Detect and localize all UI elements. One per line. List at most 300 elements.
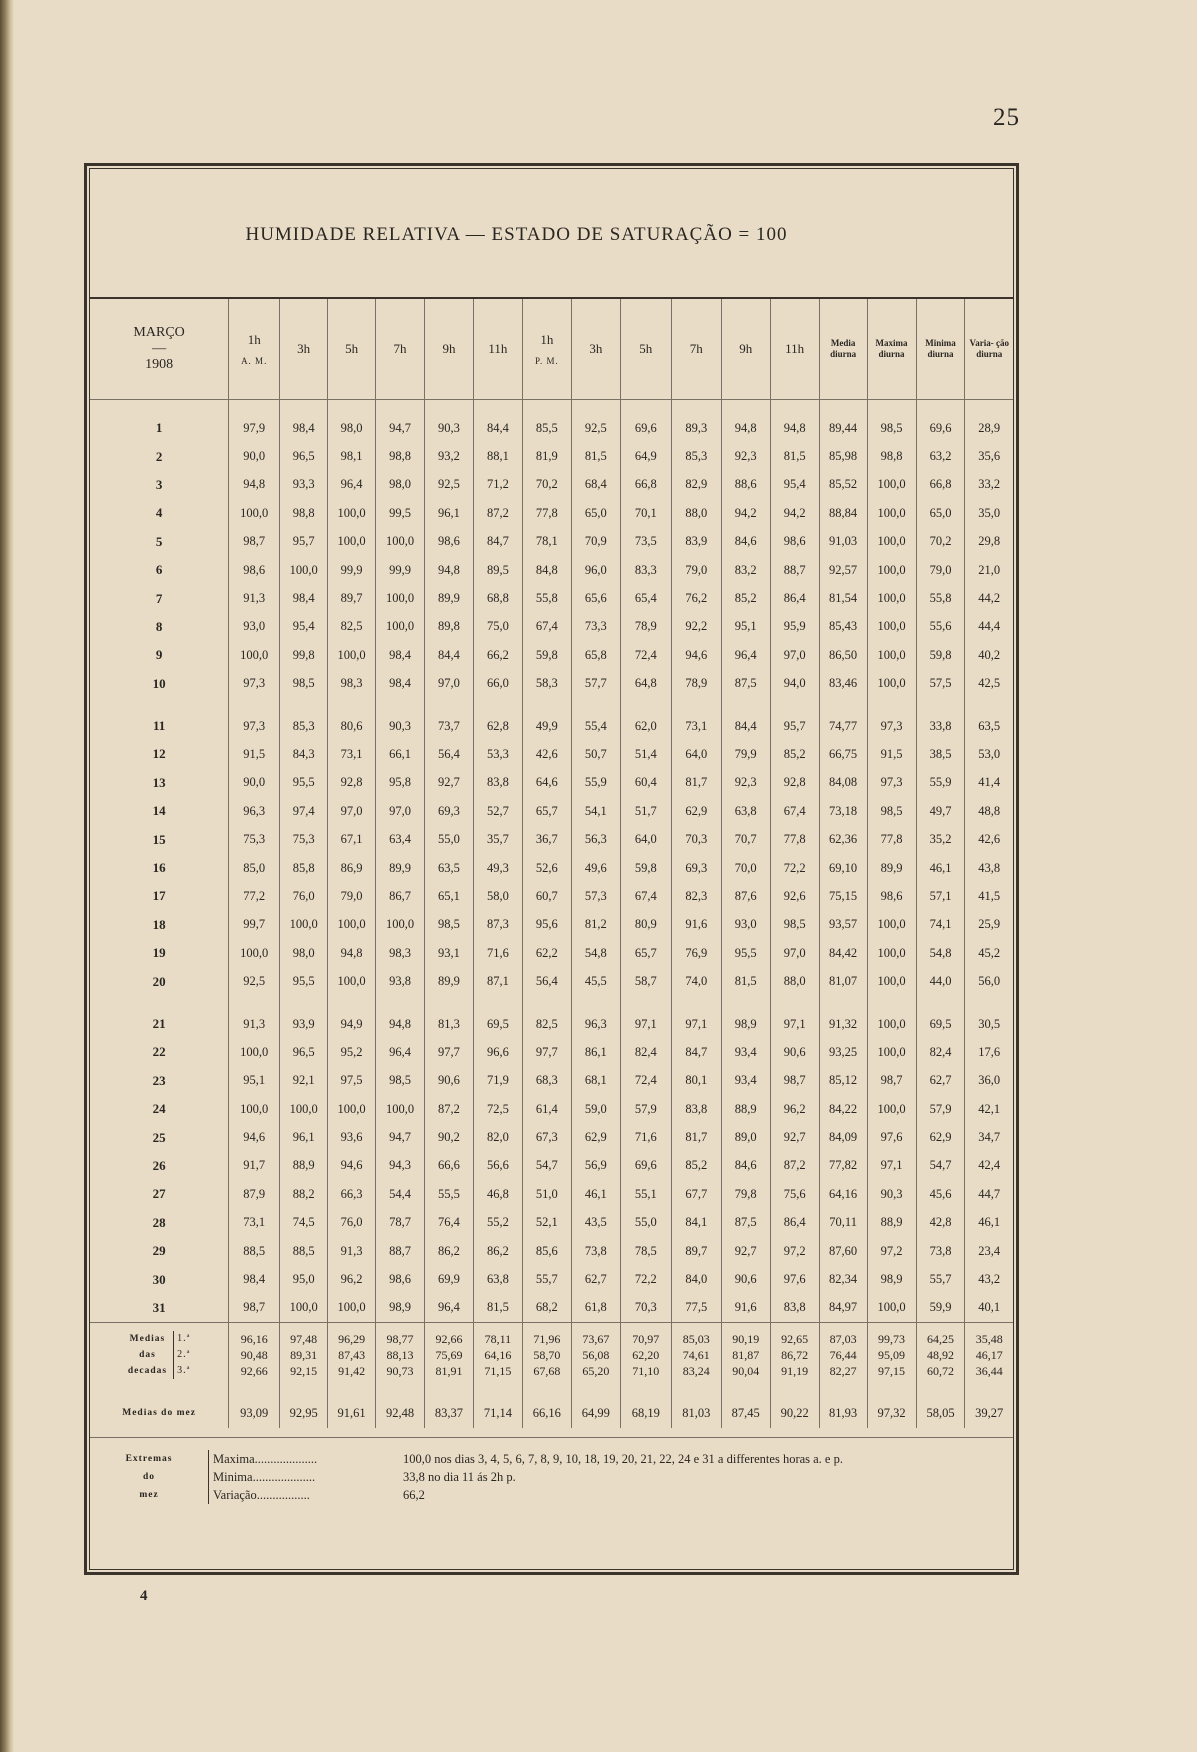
value-cell: 43,2 — [965, 1265, 1013, 1293]
value-cell: 55,0 — [424, 825, 473, 853]
value-cell: 96,5 — [280, 442, 328, 470]
medias-mez-cell: 66,16 — [522, 1385, 571, 1427]
decada-mark: 2.ª — [177, 1349, 191, 1361]
value-cell: 57,5 — [916, 670, 965, 698]
table-row — [90, 1067, 1013, 1095]
decada-value: 90,04 — [732, 1364, 760, 1379]
value-cell: 66,8 — [916, 471, 965, 499]
medias-mez-cell: 71,14 — [473, 1385, 522, 1427]
decadas-cell — [229, 1323, 280, 1386]
value-cell: 97,6 — [770, 1265, 819, 1293]
medias-mez-row — [90, 1385, 1013, 1427]
value-cell: 98,8 — [867, 442, 916, 470]
value-cell: 69,5 — [473, 996, 522, 1038]
day-cell: 7 — [155, 590, 163, 606]
extremas-row — [90, 1468, 1013, 1486]
value-cell: 88,1 — [473, 442, 522, 470]
value-cell: 90,3 — [376, 698, 425, 740]
decada-value: 95,09 — [878, 1348, 906, 1363]
day-cell: 2 — [155, 448, 163, 464]
value-cell: 100,0 — [328, 499, 376, 527]
decada-value: 91,42 — [338, 1364, 366, 1379]
value-cell: 94,2 — [770, 499, 819, 527]
value-cell: 35,0 — [965, 499, 1013, 527]
value-cell: 98,4 — [376, 641, 425, 669]
value-cell: 88,84 — [819, 499, 867, 527]
value-cell: 55,2 — [473, 1209, 522, 1237]
value-cell: 46,8 — [473, 1180, 522, 1208]
value-cell: 81,2 — [571, 911, 620, 939]
value-cell: 73,7 — [424, 698, 473, 740]
value-cell: 33,2 — [965, 471, 1013, 499]
value-cell: 54,4 — [376, 1180, 425, 1208]
value-cell: 100,0 — [229, 1038, 280, 1066]
value-cell: 84,97 — [819, 1294, 867, 1323]
medias-mez-cell: 87,45 — [721, 1385, 770, 1427]
day-cell: 11 — [152, 718, 166, 734]
day-cell: 3 — [155, 476, 163, 492]
value-cell: 64,9 — [620, 442, 671, 470]
table-row — [90, 698, 1013, 740]
value-cell: 94,6 — [229, 1123, 280, 1151]
value-cell: 73,1 — [229, 1209, 280, 1237]
hour-header: 11h — [770, 299, 819, 400]
value-cell: 76,9 — [671, 939, 721, 967]
value-cell: 51,4 — [620, 740, 671, 768]
value-cell: 89,9 — [424, 584, 473, 612]
value-cell: 100,0 — [867, 613, 916, 641]
value-cell: 95,1 — [229, 1067, 280, 1095]
value-cell: 94,8 — [770, 400, 819, 443]
decadas-label-line: decadas — [127, 1366, 168, 1377]
value-cell: 81,7 — [671, 769, 721, 797]
value-cell: 91,5 — [229, 740, 280, 768]
value-cell: 62,7 — [571, 1265, 620, 1293]
value-cell: 94,2 — [721, 499, 770, 527]
value-cell: 62,36 — [819, 825, 867, 853]
value-cell: 55,1 — [620, 1180, 671, 1208]
value-cell: 98,5 — [867, 797, 916, 825]
value-cell: 53,3 — [473, 740, 522, 768]
value-cell: 95,7 — [770, 698, 819, 740]
value-cell: 59,8 — [522, 641, 571, 669]
value-cell: 88,9 — [721, 1095, 770, 1123]
value-cell: 97,3 — [867, 698, 916, 740]
value-cell: 100,0 — [229, 1095, 280, 1123]
value-cell: 57,1 — [916, 882, 965, 910]
value-cell: 36,0 — [965, 1067, 1013, 1095]
value-cell: 96,3 — [571, 996, 620, 1038]
value-cell: 95,8 — [376, 769, 425, 797]
value-cell: 76,2 — [671, 584, 721, 612]
value-cell: 93,57 — [819, 911, 867, 939]
value-cell: 51,0 — [522, 1180, 571, 1208]
decada-value: 88,13 — [386, 1348, 414, 1363]
value-cell: 43,8 — [965, 854, 1013, 882]
value-cell: 96,4 — [424, 1294, 473, 1323]
value-cell: 40,1 — [965, 1294, 1013, 1323]
value-cell: 96,6 — [473, 1038, 522, 1066]
value-cell: 79,0 — [328, 882, 376, 910]
value-cell: 55,4 — [571, 698, 620, 740]
value-cell: 75,3 — [280, 825, 328, 853]
value-cell: 94,3 — [376, 1152, 425, 1180]
value-cell: 57,9 — [620, 1095, 671, 1123]
value-cell: 98,6 — [867, 882, 916, 910]
value-cell: 72,4 — [620, 641, 671, 669]
value-cell: 99,7 — [229, 911, 280, 939]
value-cell: 56,4 — [522, 967, 571, 995]
value-cell: 87,5 — [721, 670, 770, 698]
decada-value: 71,10 — [632, 1364, 660, 1379]
value-cell: 49,3 — [473, 854, 522, 882]
value-cell: 35,7 — [473, 825, 522, 853]
day-cell: 26 — [152, 1157, 166, 1173]
table-row — [90, 471, 1013, 499]
decada-value: 92,66 — [435, 1332, 463, 1347]
value-cell: 73,18 — [819, 797, 867, 825]
value-cell: 77,8 — [867, 825, 916, 853]
value-cell: 58,3 — [522, 670, 571, 698]
value-cell: 94,8 — [721, 400, 770, 443]
value-cell: 42,8 — [916, 1209, 965, 1237]
value-cell: 63,5 — [424, 854, 473, 882]
value-cell: 72,5 — [473, 1095, 522, 1123]
decadas-cell — [965, 1323, 1013, 1386]
value-cell: 100,0 — [376, 613, 425, 641]
value-cell: 83,8 — [770, 1294, 819, 1323]
decada-value: 67,68 — [533, 1364, 561, 1379]
value-cell: 70,7 — [721, 825, 770, 853]
extremas-label: do — [142, 1472, 156, 1482]
value-cell: 92,7 — [721, 1237, 770, 1265]
hour-header: 3h — [280, 299, 328, 400]
value-cell: 81,5 — [770, 442, 819, 470]
value-cell: 42,5 — [965, 670, 1013, 698]
value-cell: 98,5 — [376, 1067, 425, 1095]
value-cell: 57,9 — [916, 1095, 965, 1123]
value-cell: 85,6 — [522, 1237, 571, 1265]
day-cell: 24 — [152, 1101, 166, 1117]
decadas-label — [90, 1323, 229, 1386]
value-cell: 93,9 — [280, 996, 328, 1038]
decadas-cell — [328, 1323, 376, 1386]
value-cell: 91,32 — [819, 996, 867, 1038]
day-cell: 14 — [152, 803, 166, 819]
value-cell: 41,4 — [965, 769, 1013, 797]
value-cell: 91,7 — [229, 1152, 280, 1180]
value-cell: 17,6 — [965, 1038, 1013, 1066]
decada-value: 82,27 — [829, 1364, 857, 1379]
value-cell: 91,6 — [721, 1294, 770, 1323]
decada-value: 90,19 — [732, 1332, 760, 1347]
table-row — [90, 1209, 1013, 1237]
value-cell: 90,3 — [424, 400, 473, 443]
day-cell: 17 — [152, 888, 166, 904]
value-cell: 100,0 — [867, 584, 916, 612]
value-cell: 92,8 — [770, 769, 819, 797]
day-cell: 20 — [152, 973, 166, 989]
value-cell: 56,4 — [424, 740, 473, 768]
value-cell: 89,9 — [376, 854, 425, 882]
value-cell: 92,5 — [424, 471, 473, 499]
value-cell: 93,8 — [376, 967, 425, 995]
value-cell: 54,8 — [916, 939, 965, 967]
decadas-cell — [376, 1323, 425, 1386]
value-cell: 63,8 — [721, 797, 770, 825]
value-cell: 80,9 — [620, 911, 671, 939]
decadas-cell — [280, 1323, 328, 1386]
value-cell: 100,0 — [229, 641, 280, 669]
value-cell: 90,6 — [721, 1265, 770, 1293]
value-cell: 67,3 — [522, 1123, 571, 1151]
value-cell: 55,5 — [424, 1180, 473, 1208]
value-cell: 89,44 — [819, 400, 867, 443]
value-cell: 33,8 — [916, 698, 965, 740]
value-cell: 25,9 — [965, 911, 1013, 939]
value-cell: 46,1 — [571, 1180, 620, 1208]
decadas-cell — [916, 1323, 965, 1386]
day-cell: 6 — [155, 562, 163, 578]
value-cell: 68,2 — [522, 1294, 571, 1323]
value-cell: 82,5 — [522, 996, 571, 1038]
value-cell: 92,3 — [721, 769, 770, 797]
value-cell: 66,75 — [819, 740, 867, 768]
table-row — [90, 939, 1013, 967]
day-cell: 4 — [155, 505, 163, 521]
value-cell: 84,22 — [819, 1095, 867, 1123]
value-cell: 98,0 — [280, 939, 328, 967]
value-cell: 98,6 — [770, 528, 819, 556]
value-cell: 91,6 — [671, 911, 721, 939]
value-cell: 64,6 — [522, 769, 571, 797]
value-cell: 88,6 — [721, 471, 770, 499]
decadas-cell — [424, 1323, 473, 1386]
value-cell: 98,6 — [229, 556, 280, 584]
value-cell: 95,5 — [280, 769, 328, 797]
value-cell: 96,0 — [571, 556, 620, 584]
decada-value: 91,19 — [781, 1364, 809, 1379]
value-cell: 100,0 — [867, 967, 916, 995]
value-cell: 100,0 — [280, 556, 328, 584]
value-cell: 99,5 — [376, 499, 425, 527]
value-cell: 57,7 — [571, 670, 620, 698]
table-row — [90, 584, 1013, 612]
value-cell: 100,0 — [328, 1095, 376, 1123]
day-cell: 13 — [152, 774, 166, 790]
medias-mez-cell: 97,32 — [867, 1385, 916, 1427]
decada-value: 58,70 — [533, 1348, 561, 1363]
value-cell: 57,3 — [571, 882, 620, 910]
value-cell: 87,2 — [424, 1095, 473, 1123]
value-cell: 67,7 — [671, 1180, 721, 1208]
table-row — [90, 1265, 1013, 1293]
value-cell: 91,3 — [229, 996, 280, 1038]
value-cell: 97,7 — [424, 1038, 473, 1066]
value-cell: 82,4 — [620, 1038, 671, 1066]
value-cell: 55,8 — [522, 584, 571, 612]
value-cell: 84,42 — [819, 939, 867, 967]
medias-mez-cell: 39,27 — [965, 1385, 1013, 1427]
value-cell: 91,3 — [328, 1237, 376, 1265]
minima-diurna-header: Minima diurna — [916, 299, 965, 400]
day-cell: 8 — [155, 618, 163, 634]
value-cell: 42,6 — [965, 825, 1013, 853]
value-cell: 52,7 — [473, 797, 522, 825]
day-cell: 22 — [152, 1044, 166, 1060]
extremas-section — [90, 1437, 1013, 1504]
value-cell: 98,3 — [328, 670, 376, 698]
decadas-cell — [571, 1323, 620, 1386]
value-cell: 78,9 — [620, 613, 671, 641]
hour-header: 1h A. M. — [229, 299, 280, 400]
table-row — [90, 499, 1013, 527]
value-cell: 98,4 — [229, 1265, 280, 1293]
value-cell: 59,8 — [916, 641, 965, 669]
decadas-cell — [473, 1323, 522, 1386]
decada-value: 86,72 — [781, 1348, 809, 1363]
value-cell: 92,5 — [229, 967, 280, 995]
value-cell: 93,0 — [721, 911, 770, 939]
value-cell: 84,4 — [473, 400, 522, 443]
value-cell: 88,0 — [770, 967, 819, 995]
table-row — [90, 528, 1013, 556]
value-cell: 65,6 — [571, 584, 620, 612]
value-cell: 82,34 — [819, 1265, 867, 1293]
value-cell: 48,8 — [965, 797, 1013, 825]
value-cell: 42,4 — [965, 1152, 1013, 1180]
value-cell: 98,9 — [867, 1265, 916, 1293]
value-cell: 70,1 — [620, 499, 671, 527]
decada-value: 96,29 — [338, 1332, 366, 1347]
value-cell: 99,8 — [280, 641, 328, 669]
hour-header: 9h — [721, 299, 770, 400]
value-cell: 70,3 — [620, 1294, 671, 1323]
value-cell: 23,4 — [965, 1237, 1013, 1265]
hour-header: 3h — [571, 299, 620, 400]
signature-mark: 4 — [140, 1588, 148, 1604]
value-cell: 96,5 — [280, 1038, 328, 1066]
value-cell: 66,8 — [620, 471, 671, 499]
value-cell: 73,1 — [671, 698, 721, 740]
decada-value: 83,24 — [682, 1364, 710, 1379]
value-cell: 52,1 — [522, 1209, 571, 1237]
value-cell: 95,6 — [522, 911, 571, 939]
value-cell: 97,1 — [671, 996, 721, 1038]
value-cell: 89,5 — [473, 556, 522, 584]
value-cell: 83,3 — [620, 556, 671, 584]
value-cell: 64,16 — [819, 1180, 867, 1208]
table-frame — [84, 163, 1019, 1575]
decada-value: 64,16 — [484, 1348, 512, 1363]
value-cell: 71,9 — [473, 1067, 522, 1095]
table-row — [90, 613, 1013, 641]
value-cell: 97,1 — [620, 996, 671, 1038]
value-cell: 89,9 — [424, 967, 473, 995]
decada-value: 97,15 — [878, 1364, 906, 1379]
value-cell: 75,3 — [229, 825, 280, 853]
hour-header: 1h P. M. — [522, 299, 571, 400]
value-cell: 100,0 — [867, 1294, 916, 1323]
value-cell: 81,5 — [571, 442, 620, 470]
value-cell: 96,4 — [721, 641, 770, 669]
value-cell: 63,4 — [376, 825, 425, 853]
value-cell: 89,9 — [867, 854, 916, 882]
value-cell: 70,2 — [916, 528, 965, 556]
value-cell: 85,8 — [280, 854, 328, 882]
value-cell: 86,9 — [328, 854, 376, 882]
value-cell: 83,8 — [473, 769, 522, 797]
value-cell: 92,5 — [571, 400, 620, 443]
value-cell: 98,6 — [376, 1265, 425, 1293]
value-cell: 96,4 — [376, 1038, 425, 1066]
value-cell: 100,0 — [867, 996, 916, 1038]
extremas-row — [90, 1486, 1013, 1504]
value-cell: 87,60 — [819, 1237, 867, 1265]
medias-mez-cell: 58,05 — [916, 1385, 965, 1427]
value-cell: 98,1 — [328, 442, 376, 470]
value-cell: 94,6 — [328, 1152, 376, 1180]
medias-mez-cell: 91,61 — [328, 1385, 376, 1427]
value-cell: 79,9 — [721, 740, 770, 768]
decada-value: 60,72 — [927, 1364, 954, 1379]
medias-mez-cell: 90,22 — [770, 1385, 819, 1427]
value-cell: 49,7 — [916, 797, 965, 825]
value-cell: 56,9 — [571, 1152, 620, 1180]
value-cell: 68,4 — [571, 471, 620, 499]
decada-value: 74,61 — [682, 1348, 710, 1363]
value-cell: 65,8 — [571, 641, 620, 669]
value-cell: 97,5 — [328, 1067, 376, 1095]
table-row — [90, 967, 1013, 995]
value-cell: 69,6 — [916, 400, 965, 443]
decada-value: 87,03 — [829, 1332, 857, 1347]
value-cell: 94,0 — [770, 670, 819, 698]
value-cell: 100,0 — [867, 939, 916, 967]
value-cell: 81,3 — [424, 996, 473, 1038]
value-cell: 100,0 — [376, 911, 425, 939]
value-cell: 45,6 — [916, 1180, 965, 1208]
value-cell: 98,5 — [280, 670, 328, 698]
table-row — [90, 641, 1013, 669]
value-cell: 100,0 — [376, 1095, 425, 1123]
value-cell: 93,1 — [424, 939, 473, 967]
value-cell: 64,8 — [620, 670, 671, 698]
day-cell: 23 — [152, 1072, 166, 1088]
value-cell: 89,7 — [671, 1237, 721, 1265]
day-cell: 16 — [152, 860, 166, 876]
value-cell: 65,0 — [916, 499, 965, 527]
value-cell: 73,3 — [571, 613, 620, 641]
decada-value: 90,48 — [240, 1348, 268, 1363]
table-inner — [89, 168, 1014, 1570]
value-cell: 85,12 — [819, 1067, 867, 1095]
value-cell: 97,0 — [770, 641, 819, 669]
value-cell: 98,7 — [229, 528, 280, 556]
table-row — [90, 1038, 1013, 1066]
decadas-label-line: das — [139, 1350, 156, 1361]
decada-value: 78,11 — [484, 1332, 512, 1347]
table-body — [90, 400, 1013, 1428]
value-cell: 89,3 — [671, 400, 721, 443]
value-cell: 100,0 — [229, 499, 280, 527]
value-cell: 96,2 — [328, 1265, 376, 1293]
value-cell: 87,9 — [229, 1180, 280, 1208]
value-cell: 98,5 — [770, 911, 819, 939]
value-cell: 55,0 — [620, 1209, 671, 1237]
value-cell: 68,1 — [571, 1067, 620, 1095]
extremas-name: Minima.................... — [208, 1468, 403, 1486]
